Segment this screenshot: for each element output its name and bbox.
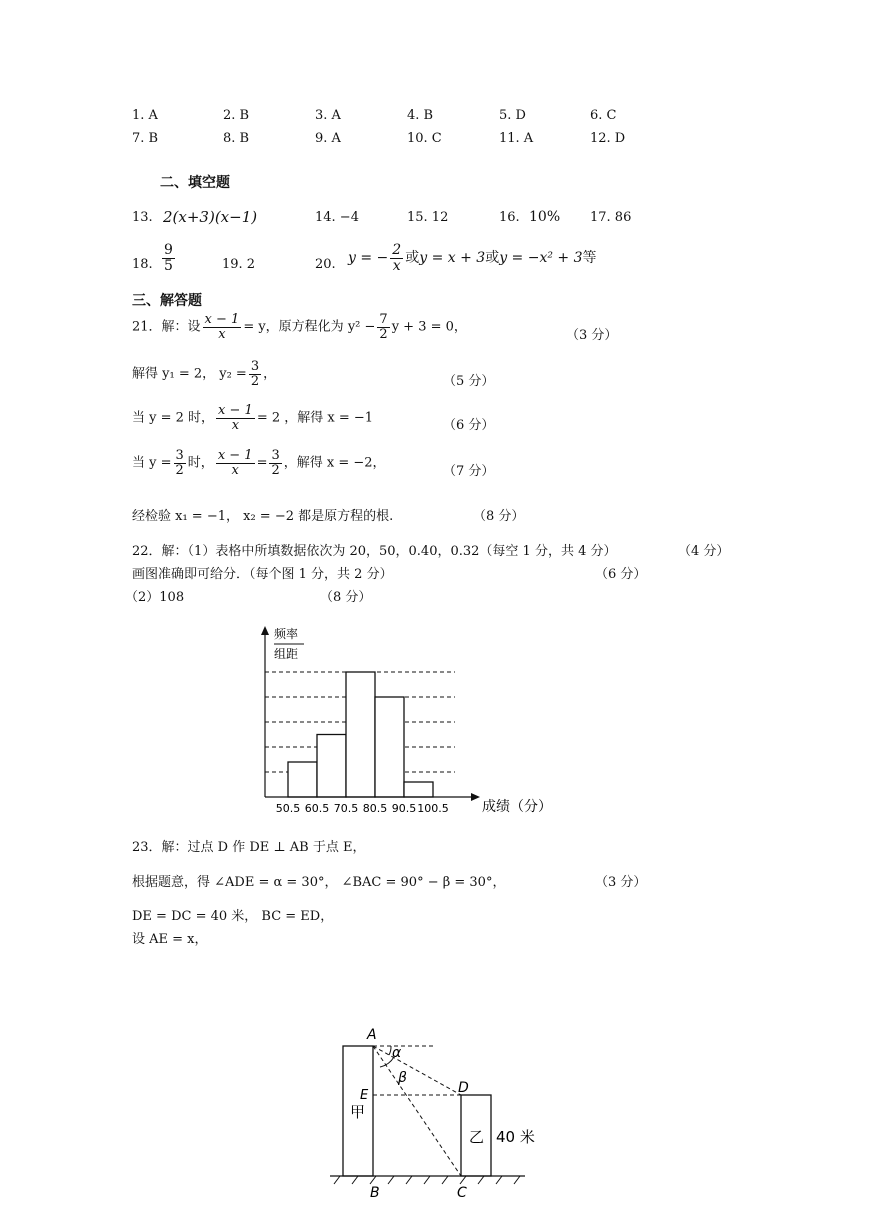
fraction-numerator: 3 (271, 448, 280, 463)
ground-hatching (334, 1176, 520, 1184)
q18-answer (160, 243, 177, 273)
text: 当 y = 2 时， (132, 410, 215, 426)
q21-line-4 (132, 449, 386, 477)
mc-answer: 3. A (315, 108, 341, 123)
fraction-denominator: x (231, 462, 239, 478)
fraction-denominator: 5 (164, 257, 173, 274)
q20-part3: y = −x² + 3 (499, 250, 583, 267)
text: ， (263, 366, 277, 382)
x-tick-label: 80.5 (362, 802, 388, 815)
fraction-numerator: 9 (164, 242, 173, 258)
fraction-denominator: x (392, 257, 401, 274)
line-AD (373, 1046, 461, 1095)
q14-answer: 14. −4 (315, 210, 359, 225)
histogram-bar (375, 697, 404, 797)
q23-line-4: 设 AE = x， (132, 932, 208, 947)
section-title: 三、解答题 (132, 293, 202, 309)
mc-answer: 8. B (223, 131, 250, 146)
q21-line-3 (132, 404, 373, 432)
angle-label-alpha: α (392, 1045, 402, 1061)
text: 时， (187, 455, 214, 471)
q21-line-1 (132, 313, 467, 341)
text: y + 3 = 0， (391, 319, 467, 335)
y-axis-label-bottom: 组距 (274, 647, 299, 661)
fraction-denominator: 2 (379, 326, 388, 342)
score: （6 分） (443, 418, 495, 433)
score: （8 分） (473, 509, 525, 524)
score: （5 分） (443, 374, 495, 389)
q17-answer: 17. 86 (590, 210, 632, 225)
text: = (256, 455, 268, 471)
mc-answer: 6. C (590, 108, 617, 123)
histogram-bar (317, 735, 346, 798)
x-tick-label: 60.5 (304, 802, 330, 815)
line-AC (373, 1046, 461, 1176)
q20-label: 20. (315, 257, 336, 272)
q21-line-2 (132, 360, 276, 388)
histogram-bar (288, 762, 317, 797)
mc-answer: 10. C (407, 131, 442, 146)
q20-etc: 等 (582, 250, 597, 267)
q13-label: 13. (132, 210, 153, 225)
fraction-numerator: 3 (175, 448, 184, 463)
fraction-numerator: 2 (392, 242, 402, 258)
score: （7 分） (443, 464, 495, 479)
q20-part2: y = x + 3 (419, 250, 486, 267)
q20-or: 或 (405, 250, 420, 267)
fraction-denominator: x (231, 417, 240, 433)
q23-line-2: 根据题意，得 ∠ADE = α = 30°， ∠BAC = 90° − β = 30°， (132, 875, 506, 890)
section-title: 二、填空题 (160, 175, 230, 191)
x-tick-label: 50.5 (275, 802, 301, 815)
q13-answer: 2(x+3)(x−1) (163, 208, 258, 226)
text: = y，原方程化为 y² − (243, 319, 376, 335)
fraction-numerator: 7 (379, 312, 388, 327)
q20-part1-lhs: y = − (348, 250, 389, 267)
mc-answer: 1. A (132, 108, 158, 123)
fraction-denominator: 2 (250, 373, 260, 389)
angle-alpha-arc (389, 1046, 391, 1055)
q15-answer: 15. 12 (407, 210, 449, 225)
fraction-numerator: x − 1 (217, 448, 253, 463)
q22-line-1: 22．解：（1）表格中所填数据依次为 20，50，0.40，0.32（每空 1 分，共 4 分） (132, 544, 617, 559)
q20-or: 或 (485, 250, 500, 267)
x-tick-label: 100.5 (417, 802, 449, 815)
text: 当 y = (132, 455, 172, 471)
mc-answer: 4. B (407, 108, 434, 123)
score: （3 分） (595, 875, 647, 890)
x-tick-labels (276, 802, 449, 815)
mc-answer: 7. B (132, 131, 159, 146)
score: （3 分） (566, 328, 618, 343)
mc-answer: 11. A (499, 131, 534, 146)
q23-line-3: DE = DC = 40 米， BC = ED， (132, 909, 334, 924)
label-yi: 乙 (469, 1128, 485, 1146)
point-label-D: D (458, 1080, 469, 1096)
text: ，解得 x = −2， (283, 455, 386, 471)
fraction-denominator: 2 (271, 462, 280, 478)
frequency-histogram (250, 620, 570, 825)
text: 21．解：设 (132, 319, 201, 335)
fraction-numerator: 3 (250, 359, 260, 374)
score: （8 分） (320, 590, 372, 605)
q18-label: 18. (132, 257, 153, 272)
x-axis-arrow (471, 793, 480, 801)
mc-answer: 12. D (590, 131, 626, 146)
q16-label: 16. (499, 210, 520, 225)
score: （4 分） (678, 544, 730, 559)
q21-line-5: 经检验 x₁ = −1， x₂ = −2 都是原方程的根. (132, 509, 394, 524)
q19-answer: 19. 2 (222, 257, 256, 272)
angle-label-beta: β (398, 1070, 407, 1086)
label-height: 40 米 (496, 1128, 535, 1146)
y-axis-label-top: 频率 (274, 627, 299, 641)
text: 解得 y₁ = 2， y₂ = (132, 366, 247, 382)
histogram-bar (346, 672, 375, 797)
mc-answer: 9. A (315, 131, 341, 146)
score: （6 分） (595, 567, 647, 582)
point-label-C: C (457, 1185, 467, 1201)
building-diagram (320, 1020, 560, 1210)
mc-answer: 2. B (223, 108, 250, 123)
mc-answer: 5. D (499, 108, 526, 123)
point-label-E: E (360, 1088, 369, 1103)
fraction-numerator: x − 1 (204, 312, 240, 327)
fraction-denominator: x (218, 326, 226, 342)
q22-line-2: 画图准确即可给分．（每个图 1 分，共 2 分） (132, 567, 393, 582)
histogram-bar (404, 782, 433, 797)
fraction-denominator: 2 (175, 462, 184, 478)
point-label-A: A (367, 1027, 377, 1043)
text: = 2 ，解得 x = −1 (256, 410, 374, 426)
y-axis-arrow (261, 626, 269, 635)
histogram-bars (288, 672, 433, 797)
x-tick-label: 90.5 (391, 802, 417, 815)
q16-answer: 10% (529, 209, 561, 225)
x-axis-label: 成绩（分） (482, 799, 552, 815)
q22-line-3: （2）108 (125, 590, 185, 605)
label-jia: 甲 (350, 1103, 366, 1121)
point-label-B: B (370, 1185, 380, 1201)
q23-line-1: 23．解：过点 D 作 DE ⊥ AB 于点 E， (132, 840, 366, 855)
x-tick-label: 70.5 (333, 802, 359, 815)
fraction-numerator: x − 1 (218, 403, 253, 418)
q20-answer (348, 243, 597, 273)
